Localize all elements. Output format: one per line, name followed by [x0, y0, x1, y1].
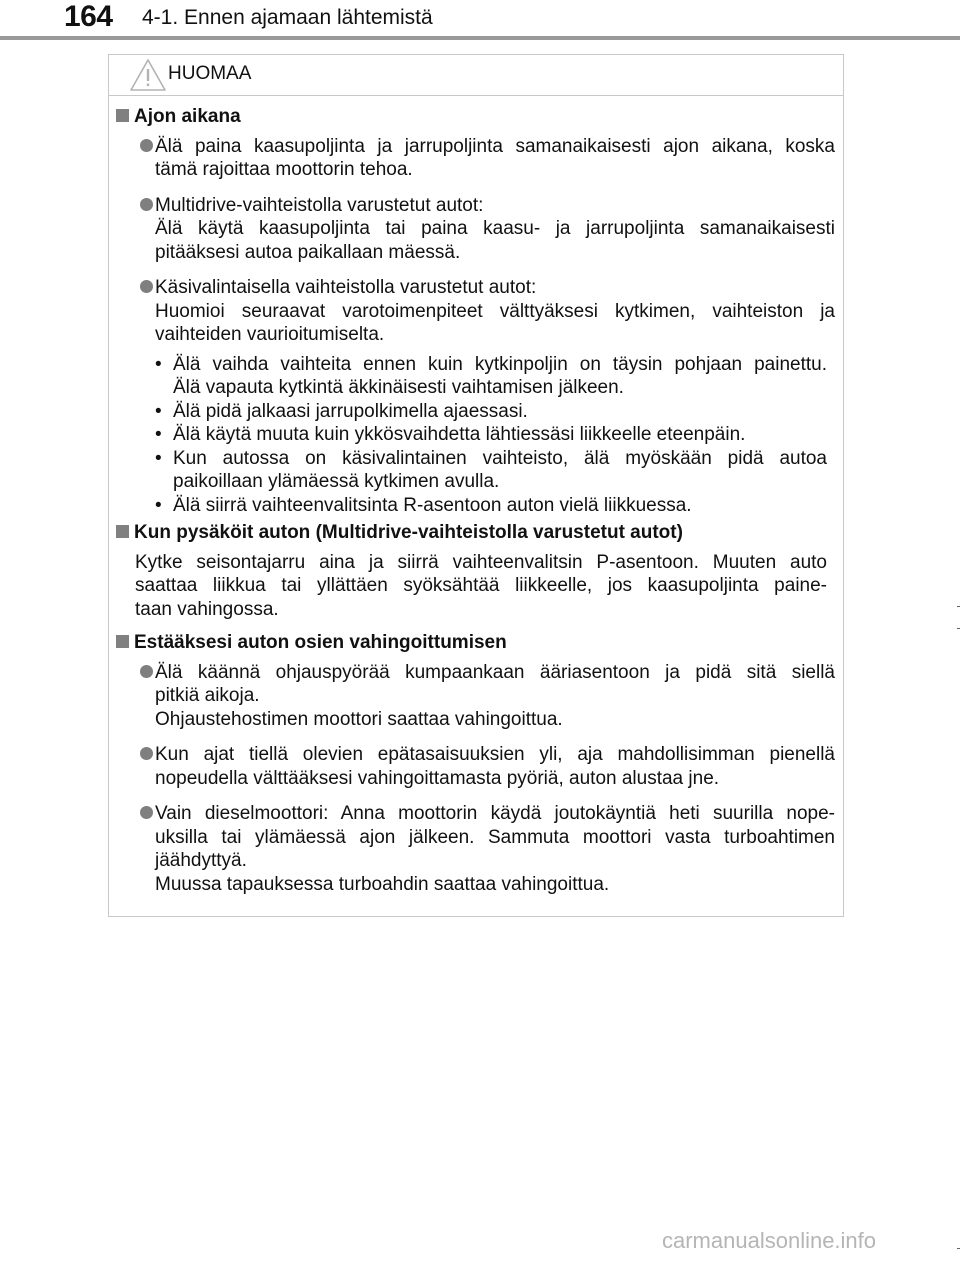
parking-text: Kytke seisontajarru aina ja siirrä vaihteenvalitsin P-asentoon. Muuten auto saattaa liikkua tai yllättäen syöksähtää liikkeelle, jos kaasupoljinta paine- taan vahingossa.: [135, 551, 827, 620]
round-bullet-icon: [140, 747, 153, 760]
bullet-pedals: Älä paina kaasupoljinta ja jarrupoljinta samanaikaisesti ajon aikana, koska tämä rajoittaa moottorin tehoa.: [109, 135, 843, 182]
sub-item: • Älä pidä jalkaasi jarrupolkimella ajaessasi.: [155, 400, 528, 422]
bullet-diesel: Vain dieselmoottori: Anna moottorin käydä joutokäyntiä heti suurilla nope- uksilla tai ylämäessä ajon jälkeen. Sammuta moottori vasta turboahtimen jäähdyttyä. Muussa tapauksessa turboahdin saattaa vahingoittua.: [109, 802, 843, 896]
warning-triangle-icon: [128, 57, 168, 93]
manual-sublist: [109, 353, 843, 518]
header-rule: [0, 36, 960, 40]
caution-title: HUOMAA: [168, 63, 252, 84]
round-bullet-icon: [140, 198, 153, 211]
bullet-bumps: Kun ajat tiellä olevien epätasaisuuksien yli, aja mahdollisimman pienellä nopeudella välttääksesi vahingoittamasta pyöriä, auton alustaa jne.: [109, 743, 843, 790]
bullet-multidrive: Multidrive-vaihteistolla varustetut autot: Älä käytä kaasupoljinta tai paina kaasu- ja jarrupoljinta samanaikaisesti pitääksesi autoa paikallaan mäessä.: [109, 194, 843, 265]
watermark: carmanualsonline.info: [662, 1228, 877, 1253]
round-bullet-icon: [140, 806, 153, 819]
heading-ajon-aikana: Ajon aikana: [109, 105, 843, 129]
sub-item: • Älä käytä muuta kuin ykkösvaihdetta lähtiessäsi liikkeelle eteenpäin.: [155, 424, 746, 445]
sub-item: • Kun autossa on käsivalintainen vaihteisto, älä myöskään pidä autoa paikoillaan ylämäessä kytkimen avulla.: [155, 447, 827, 492]
round-bullet-icon: [140, 280, 153, 293]
page-number: 164: [64, 0, 113, 33]
heading-parking: Kun pysäköit auton (Multidrive-vaihteistolla varustetut autot): [109, 521, 843, 545]
square-bullet-icon: [116, 109, 129, 122]
round-bullet-icon: [140, 665, 153, 678]
caution-box: [108, 54, 844, 917]
caution-header: [109, 55, 843, 96]
bullet-steering: Älä käännä ohjauspyörää kumpaankaan ääriasentoon ja pidä sitä siellä pitkiä aikoja. Ohjaustehostimen moottori saattaa vahingoittua.: [109, 661, 843, 732]
square-bullet-icon: [116, 525, 129, 538]
heading-damage: Estääksesi auton osien vahingoittumisen: [109, 631, 843, 655]
square-bullet-icon: [116, 635, 129, 648]
sub-item: • Älä vaihda vaihteita ennen kuin kytkinpoljin on täysin pohjaan painettu. Älä vapauta kytkintä äkkinäisesti vaihtamisen jälkeen.: [155, 353, 827, 398]
page-header: [0, 0, 960, 40]
caution-content: [109, 105, 843, 908]
section-title: 4-1. Ennen ajamaan lähtemistä: [142, 6, 433, 29]
round-bullet-icon: [140, 139, 153, 152]
bullet-manual: Käsivalintaisella vaihteistolla varustetut autot: Huomioi seuraavat varotoimenpiteet välttyäksesi kytkimen, vaihteiston ja vaihteiden vaurioitumiselta.: [109, 276, 843, 347]
sub-item: • Älä siirrä vaihteenvalitsinta R-asentoon auton vielä liikkuessa.: [155, 494, 692, 516]
